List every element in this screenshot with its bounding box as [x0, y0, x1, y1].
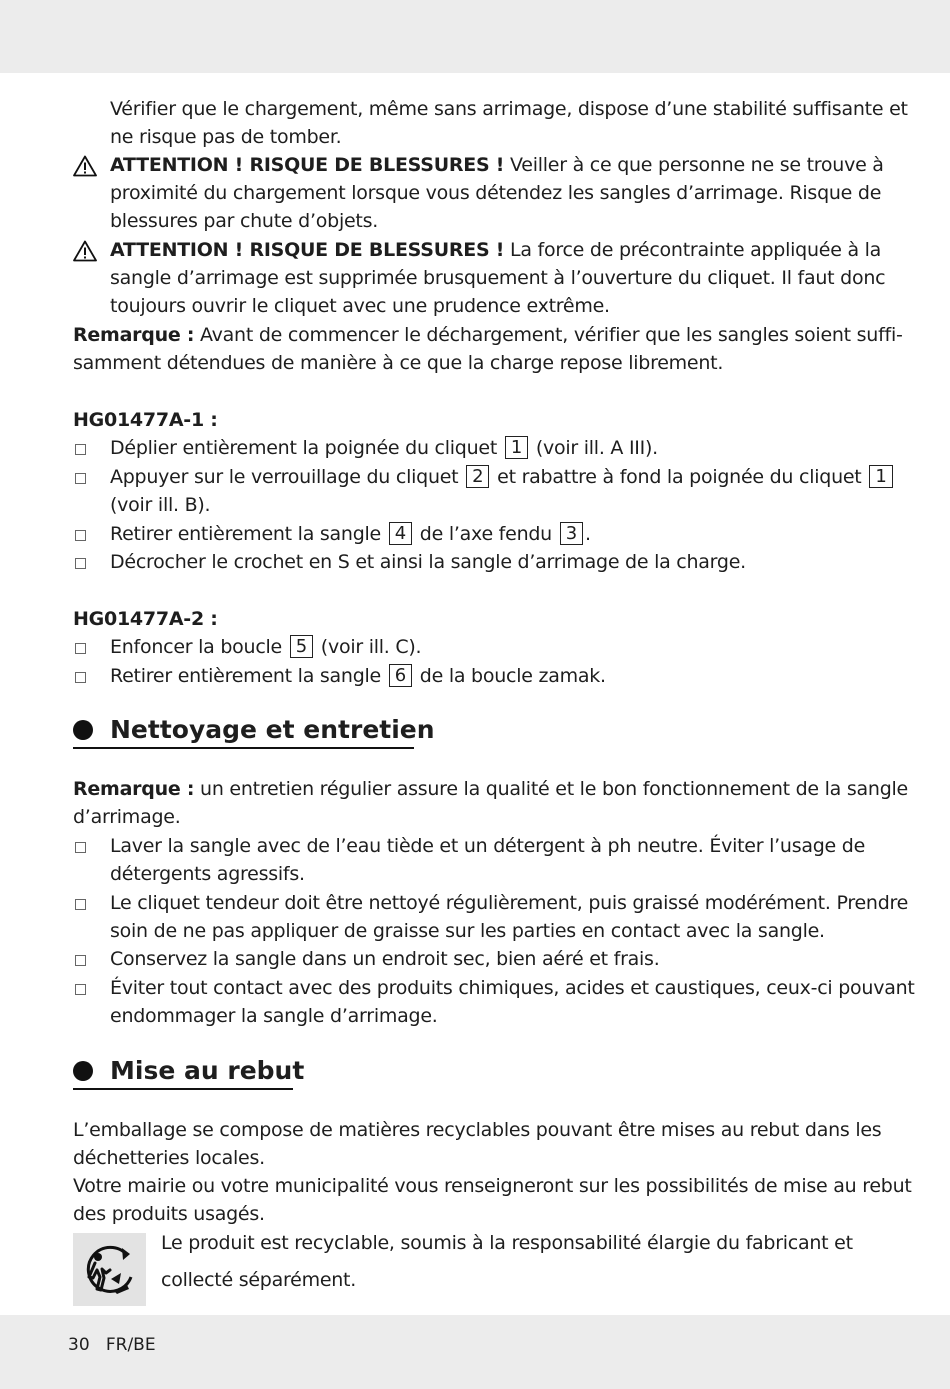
paragraph-line: des produits usagés.	[73, 1203, 265, 1225]
part-number: 6	[389, 664, 412, 687]
list-text: détergents agressifs.	[110, 863, 305, 885]
list-text: Retirer entièrement la sangle	[110, 665, 381, 687]
warning-line: toujours ouvrir le cliquet avec une prudence extrême.	[110, 295, 610, 317]
note-paragraph	[73, 775, 908, 803]
warning-line: proximité du chargement lorsque vous détendez les sangles d’arrimage. Risque de	[110, 182, 882, 204]
list-item: Conservez la sangle dans un endroit sec, bien aéré et frais.	[110, 948, 660, 970]
warning-triangle-icon	[73, 240, 97, 262]
note-text: un entretien régulier assure la qualité et le bon fonctionnement de la sangle	[200, 778, 908, 800]
header-band	[0, 0, 950, 73]
warning-paragraph	[110, 236, 881, 264]
part-number: 1	[505, 436, 528, 459]
bullet-box	[75, 842, 86, 853]
part-number: 4	[389, 522, 412, 545]
warning-text: La force de précontrainte appliquée à la	[510, 239, 882, 261]
section-underline	[73, 747, 414, 749]
recycle-text: Le produit est recyclable, soumis à la responsabilité élargie du fabricant et	[161, 1232, 853, 1254]
list-text: Retirer entièrement la sangle	[110, 523, 381, 545]
warning-triangle-icon	[73, 155, 97, 177]
bullet-box	[75, 643, 86, 654]
section-title: Mise au rebut	[110, 1056, 305, 1085]
list-item	[110, 520, 591, 548]
list-text: Enfoncer la boucle	[110, 636, 282, 658]
warning-line: sangle d’arrimage est supprimée brusquement à l’ouverture du cliquet. Il faut donc	[110, 267, 886, 289]
triman-recycle-icon	[73, 1233, 146, 1306]
note-label: Remarque :	[73, 778, 195, 800]
list-item: Décrocher le crochet en S et ainsi la sangle d’arrimage de la charge.	[110, 551, 746, 573]
page-footer	[68, 1333, 156, 1357]
list-item: Éviter tout contact avec des produits chimiques, acides et caustiques, ceux-ci pouvant	[110, 977, 915, 999]
list-item	[110, 633, 421, 661]
intro-line: Vérifier que le chargement, même sans arrimage, dispose d’une stabilité suffisante et	[110, 98, 908, 120]
bullet-box	[75, 955, 86, 966]
subheading: HG01477A-1 :	[73, 409, 218, 431]
list-item	[110, 434, 658, 462]
subheading: HG01477A-2 :	[73, 608, 218, 630]
page-number: 30	[68, 1335, 90, 1355]
part-number: 1	[869, 465, 892, 488]
list-item	[110, 662, 606, 690]
part-number: 5	[290, 635, 313, 658]
paragraph-line: déchetteries locales.	[73, 1147, 265, 1169]
recycle-text: collecté séparément.	[161, 1269, 357, 1291]
section-bullet	[73, 1061, 93, 1081]
bullet-box	[75, 672, 86, 683]
bullet-box	[75, 558, 86, 569]
intro-line: ne risque pas de tomber.	[110, 126, 342, 148]
warning-line: blessures par chute d’objets.	[110, 210, 379, 232]
note-line: samment détendues de manière à ce que la charge repose librement.	[73, 352, 724, 374]
bullet-box	[75, 984, 86, 995]
list-item: Le cliquet tendeur doit être nettoyé régulièrement, puis graissé modérément. Prendre	[110, 892, 909, 914]
list-text: Déplier entièrement la poignée du cliquet	[110, 437, 498, 459]
part-number: 2	[466, 465, 489, 488]
list-text: (voir ill. A III).	[535, 437, 658, 459]
list-text: .	[584, 523, 591, 545]
note-text: Avant de commencer le déchargement, vérifier que les sangles soient suffi-	[200, 324, 903, 346]
bullet-box	[75, 899, 86, 910]
list-item: Laver la sangle avec de l’eau tiède et un détergent à ph neutre. Éviter l’usage de	[110, 835, 866, 857]
list-text: soin de ne pas appliquer de graisse sur les parties en contact avec la sangle.	[110, 920, 825, 942]
list-text: et rabattre à fond la poignée du cliquet	[497, 466, 862, 488]
note-label: Remarque :	[73, 324, 195, 346]
list-text: de l’axe fendu	[419, 523, 552, 545]
note-line: d’arrimage.	[73, 806, 181, 828]
warning-label: ATTENTION ! RISQUE DE BLESSURES !	[110, 154, 505, 176]
warning-paragraph	[110, 151, 884, 179]
list-text: endommager la sangle d’arrimage.	[110, 1005, 438, 1027]
warning-label: ATTENTION ! RISQUE DE BLESSURES !	[110, 239, 505, 261]
section-underline	[73, 1088, 293, 1090]
list-text: de la boucle zamak.	[419, 665, 606, 687]
language-code: FR/BE	[105, 1335, 156, 1355]
bullet-box	[75, 530, 86, 541]
warning-text: Veiller à ce que personne ne se trouve à	[510, 154, 884, 176]
list-text: Appuyer sur le verrouillage du cliquet	[110, 466, 459, 488]
bullet-box	[75, 473, 86, 484]
section-bullet	[73, 720, 93, 740]
paragraph-line: Votre mairie ou votre municipalité vous renseigneront sur les possibilités de mise au rebut	[73, 1175, 912, 1197]
section-title: Nettoyage et entretien	[110, 715, 435, 744]
part-number: 3	[560, 522, 583, 545]
bullet-box	[75, 444, 86, 455]
note-paragraph	[73, 321, 903, 349]
list-item	[110, 463, 895, 491]
list-text: (voir ill. C).	[320, 636, 422, 658]
paragraph-line: L’emballage se compose de matières recyclables pouvant être mises au rebut dans les	[73, 1119, 882, 1141]
list-text: (voir ill. B).	[110, 494, 211, 516]
